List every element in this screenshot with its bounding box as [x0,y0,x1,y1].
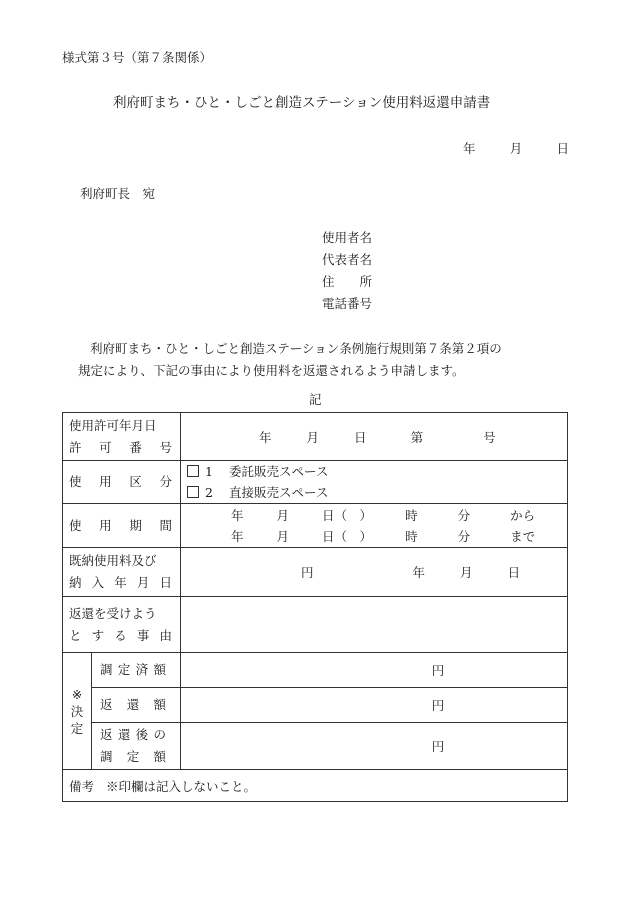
option-consignment[interactable]: 1 委託販売スペース [187,461,561,482]
period-value [181,504,568,548]
assessed-amount-row [63,653,568,688]
ki-heading: 記 [309,392,322,407]
reason-label-line-1: 返還を受けよう [69,605,157,621]
reason-row [63,597,568,653]
permit-go: 号 [483,429,496,445]
paid-date-label: 納 入 年 月 日 [69,575,173,590]
paid-row [63,548,568,597]
permit-label [63,413,181,461]
application-date [463,139,569,157]
permit-number-label: 許 可 番 号 [69,439,172,455]
paid-year: 年 [412,565,426,580]
reason-label-line-2: と す る 事 由 [69,627,173,643]
decision-label: ※ 決 定 [63,653,92,770]
post-refund-value: 円 [181,723,568,770]
permit-value [181,413,568,461]
date-month: 月 [509,141,523,156]
paid-amount-label: 既納使用料及び [69,553,157,568]
permit-day: 日 [354,429,367,445]
body-text-line-2: 規定により、下記の事由により使用料を返還されるよう申請します。 [78,363,465,378]
refund-amount-row [63,688,568,723]
post-refund-row [63,723,568,770]
document-title: 利府町まち・ひと・しごと創造ステーション使用料返還申請書 [113,95,491,111]
phone-label: 電話番号 [322,296,373,311]
body-text-line-1: 利府町まち・ひと・しごと創造ステーション条例施行規則第７条第２項の [90,341,502,356]
permit-month: 月 [306,429,320,445]
remarks-label: 備考 [69,778,95,794]
remarks [63,770,568,802]
period-end: 年 月 日（ ） 時 分 まで [231,528,536,544]
reason-value[interactable] [181,597,568,653]
paid-day: 日 [507,565,521,580]
period-start: 年 月 日（ ） 時 分 から [231,507,536,523]
checkbox-consignment[interactable] [187,465,199,477]
remarks-row [63,770,568,802]
permit-date-label: 使用許可年月日 [69,417,157,433]
paid-label [63,548,181,597]
paid-value [181,548,568,597]
post-refund-label: 返 還 後 の 調 定 額 [92,723,181,770]
period-row [63,504,568,548]
category-options [181,461,568,504]
date-year: 年 [463,141,476,156]
checkbox-direct-sales[interactable] [187,486,199,498]
addressee: 利府町長 宛 [80,186,156,201]
applicant-name-label: 使用者名 [322,230,373,245]
representative-name-label: 代表者名 [322,252,373,267]
category-row [63,461,568,504]
option-direct-sales[interactable]: 2 直接販売スペース [187,482,561,503]
permit-year: 年 [259,429,272,445]
application-table [62,412,568,802]
paid-yen: 円 [301,565,314,580]
date-day: 日 [556,141,569,156]
refund-amount-value: 円 [181,688,568,723]
permit-row [63,413,568,461]
period-label: 使 用 期 間 [63,504,181,548]
applicant-fields [322,227,372,315]
reason-label [63,597,181,653]
assessed-amount-value: 円 [181,653,568,688]
form-number: 様式第３号（第７条関係） [62,50,213,65]
paid-month: 月 [460,565,473,580]
permit-dai: 第 [410,429,424,445]
refund-amount-label: 返 還 額 [92,688,181,723]
assessed-amount-label: 調 定 済 額 [92,653,181,688]
address-label: 住 所 [322,274,373,289]
remarks-text: ※印欄は記入しないこと。 [106,778,257,794]
category-label: 使 用 区 分 [63,461,181,504]
